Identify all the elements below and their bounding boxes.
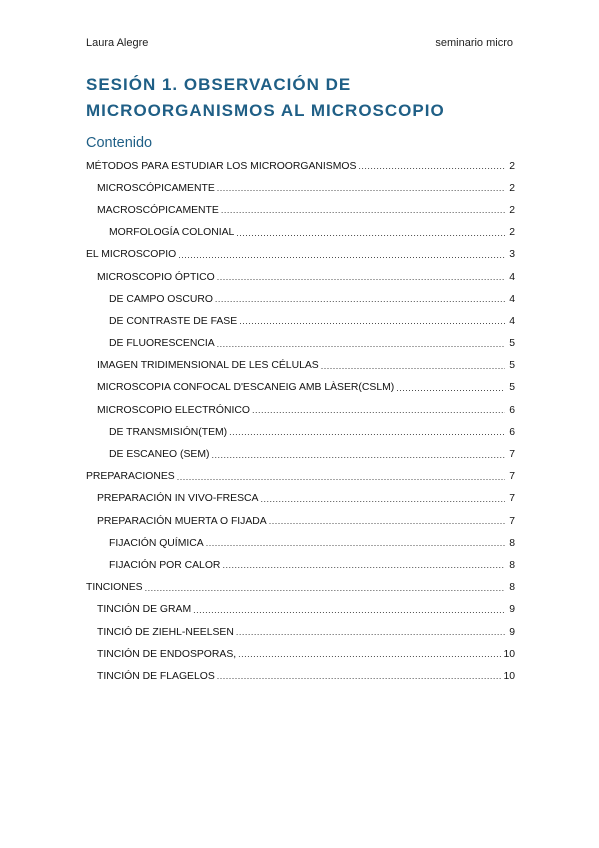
toc-entry-label[interactable]: IMAGEN TRIDIMENSIONAL DE LES CÉLULAS: [97, 360, 319, 372]
toc-dot-leader: [396, 383, 505, 393]
toc-page-number[interactable]: 6: [509, 426, 515, 438]
toc-page-number[interactable]: 8: [509, 537, 515, 549]
toc-dot-leader: [260, 494, 505, 504]
toc-page-number[interactable]: 3: [509, 249, 515, 261]
toc-entry[interactable]: [86, 510, 515, 532]
toc-dot-leader: [222, 560, 505, 570]
toc-page-number[interactable]: 7: [509, 449, 515, 461]
toc-page-number[interactable]: 9: [509, 626, 515, 638]
toc-entry[interactable]: [86, 244, 515, 266]
toc-dot-leader: [145, 583, 505, 593]
contents-heading: Contenido: [86, 135, 153, 151]
toc-entry[interactable]: [86, 488, 515, 510]
toc-entry[interactable]: [86, 222, 515, 244]
toc-dot-leader: [236, 228, 505, 238]
toc-page-number[interactable]: 10: [503, 648, 515, 660]
toc-entry-label[interactable]: MICROSCOPIA CONFOCAL D'ESCANEIG AMB LÀSER(CSLM): [97, 382, 395, 394]
page-title: SESIÓN 1. OBSERVACIÓN DE MICROORGANISMOS AL MICROSCOPIO: [86, 75, 445, 120]
toc-entry-label[interactable]: TINCIÓ DE ZIEHL-NEELSEN: [97, 626, 234, 638]
toc-entry[interactable]: [86, 643, 515, 665]
toc-entry-label[interactable]: PREPARACIONES: [86, 471, 175, 483]
toc-entry[interactable]: [86, 355, 515, 377]
header-course: seminario micro: [435, 37, 513, 49]
toc-page-number[interactable]: 4: [509, 271, 515, 283]
toc-entry[interactable]: [86, 399, 515, 421]
toc-dot-leader: [221, 205, 505, 215]
toc-entry[interactable]: [86, 421, 515, 443]
toc-page-number[interactable]: 4: [509, 315, 515, 327]
toc-entry-label[interactable]: FIJACIÓN QUÍMICA: [109, 537, 204, 549]
toc-entry-label[interactable]: TINCIÓN DE FLAGELOS: [97, 670, 215, 682]
toc-entry[interactable]: [86, 155, 515, 177]
toc-dot-leader: [206, 538, 505, 548]
toc-entry[interactable]: [86, 199, 515, 221]
toc-page-number[interactable]: 9: [509, 604, 515, 616]
toc-dot-leader: [358, 161, 505, 171]
toc-page-number[interactable]: 8: [509, 582, 515, 594]
toc-entry-label[interactable]: DE FLUORESCENCIA: [109, 338, 215, 350]
toc-page-number[interactable]: 2: [509, 182, 515, 194]
toc-entry[interactable]: [86, 333, 515, 355]
toc-entry[interactable]: [86, 288, 515, 310]
toc-entry[interactable]: [86, 665, 515, 687]
toc-entry-label[interactable]: DE TRANSMISIÓN(TEM): [109, 426, 228, 438]
toc-entry-label[interactable]: TINCIÓN DE GRAM: [97, 604, 192, 616]
toc-entry-label[interactable]: MICROSCOPIO ÓPTICO: [97, 271, 215, 283]
toc-page-number[interactable]: 5: [509, 382, 515, 394]
toc-dot-leader: [239, 316, 505, 326]
toc-dot-leader: [193, 605, 505, 615]
toc-dot-leader: [217, 183, 505, 193]
toc-entry-label[interactable]: PREPARACIÓN MUERTA O FIJADA: [97, 515, 267, 527]
toc-dot-leader: [177, 472, 505, 482]
toc-entry[interactable]: [86, 310, 515, 332]
table-of-contents: [86, 155, 515, 688]
toc-entry-label[interactable]: MORFOLOGÍA COLONIAL: [109, 227, 235, 239]
toc-entry[interactable]: [86, 466, 515, 488]
toc-entry-label[interactable]: EL MICROSCOPIO: [86, 249, 177, 261]
toc-dot-leader: [178, 250, 505, 260]
toc-page-number[interactable]: 4: [509, 293, 515, 305]
header-author: Laura Alegre: [86, 37, 149, 49]
toc-dot-leader: [269, 516, 505, 526]
toc-page-number[interactable]: 5: [509, 338, 515, 350]
toc-page-number[interactable]: 7: [509, 471, 515, 483]
toc-dot-leader: [236, 627, 505, 637]
toc-page-number[interactable]: 2: [509, 160, 515, 172]
toc-entry[interactable]: [86, 377, 515, 399]
toc-page-number[interactable]: 8: [509, 559, 515, 571]
toc-page-number[interactable]: 7: [509, 515, 515, 527]
toc-entry-label[interactable]: MICROSCÓPICAMENTE: [97, 182, 215, 194]
toc-page-number[interactable]: 2: [509, 204, 515, 216]
toc-entry[interactable]: [86, 532, 515, 554]
toc-entry[interactable]: [86, 443, 515, 465]
toc-entry[interactable]: [86, 177, 515, 199]
toc-entry-label[interactable]: DE CAMPO OSCURO: [109, 293, 213, 305]
toc-entry-label[interactable]: MÉTODOS PARA ESTUDIAR LOS MICROORGANISMOS: [86, 160, 357, 172]
toc-dot-leader: [217, 272, 505, 282]
toc-dot-leader: [211, 450, 505, 460]
toc-page-number[interactable]: 2: [509, 227, 515, 239]
toc-dot-leader: [217, 339, 505, 349]
toc-entry-label[interactable]: TINCIONES: [86, 582, 143, 594]
toc-entry[interactable]: [86, 577, 515, 599]
toc-entry[interactable]: [86, 599, 515, 621]
toc-page-number[interactable]: 6: [509, 404, 515, 416]
toc-entry[interactable]: [86, 266, 515, 288]
toc-entry-label[interactable]: FIJACIÓN POR CALOR: [109, 559, 221, 571]
toc-entry[interactable]: [86, 554, 515, 576]
toc-page-number[interactable]: 5: [509, 360, 515, 372]
toc-dot-leader: [238, 649, 501, 659]
toc-entry-label[interactable]: TINCIÓN DE ENDOSPORAS,: [97, 648, 237, 660]
toc-dot-leader: [217, 671, 502, 681]
toc-page-number[interactable]: 7: [509, 493, 515, 505]
toc-dot-leader: [252, 405, 505, 415]
toc-dot-leader: [229, 427, 505, 437]
toc-page-number[interactable]: 10: [503, 670, 515, 682]
toc-entry-label[interactable]: MACROSCÓPICAMENTE: [97, 204, 219, 216]
toc-entry-label[interactable]: DE ESCANEO (SEM): [109, 449, 210, 461]
toc-entry-label[interactable]: MICROSCOPIO ELECTRÓNICO: [97, 404, 250, 416]
toc-entry-label[interactable]: DE CONTRASTE DE FASE: [109, 315, 238, 327]
toc-entry[interactable]: [86, 621, 515, 643]
toc-dot-leader: [321, 361, 505, 371]
toc-dot-leader: [215, 294, 505, 304]
toc-entry-label[interactable]: PREPARACIÓN IN VIVO-FRESCA: [97, 493, 259, 505]
